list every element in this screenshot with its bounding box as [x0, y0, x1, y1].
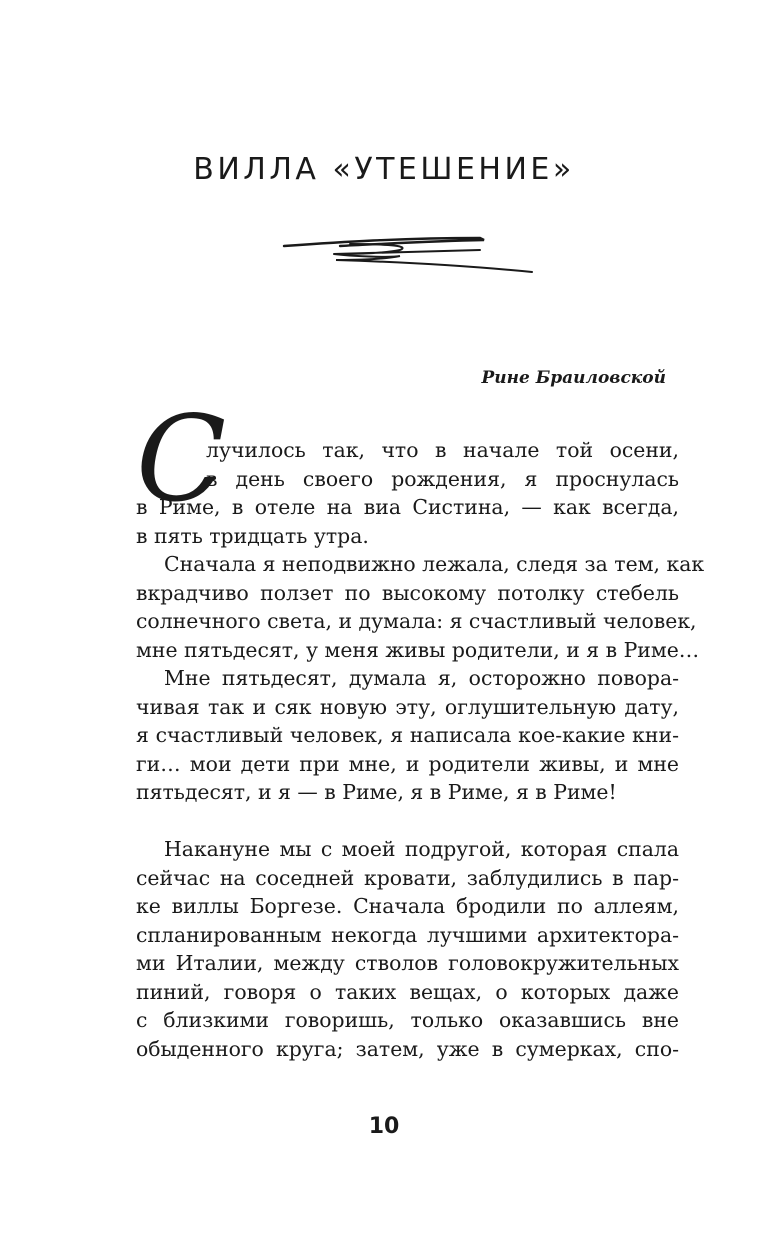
flourish-divider-icon: [280, 232, 540, 280]
text-line: чивая так и сяк новую эту, оглушительную дату,: [136, 694, 679, 719]
text-line: в день своего рождения, я проснулась: [206, 466, 679, 491]
text-line: ги… мои дети при мне, и родители живы, и мне: [136, 751, 679, 776]
paragraph-3: [136, 664, 679, 807]
text-line: вкрадчиво ползет по высокому потолку стебель: [136, 580, 679, 605]
text-line: ке виллы Боргезе. Сначала бродили по аллеям,: [136, 894, 679, 918]
page-number: 10: [368, 1114, 400, 1139]
text-line: пиний, говоря о таких вещах, о которых даже: [136, 979, 679, 1004]
paragraph-1: [136, 436, 679, 550]
drop-cap-glyph: С: [136, 390, 227, 528]
text-line: с близкими говоришь, только оказавшись вне: [136, 1008, 679, 1032]
section-gap: [136, 807, 679, 836]
text-line: Мне пятьдесят, думала я, осторожно повора-: [164, 666, 679, 690]
text-line: ми Италии, между стволов головокружительных: [136, 951, 679, 975]
text-line: мне пятьдесят, у меня живы родители, и я в Риме…: [136, 637, 700, 662]
text-line: обыденного круга; затем, уже в сумерках, спо-: [136, 1036, 679, 1061]
body-text: [136, 436, 705, 1063]
text-line: в пять тридцать утра.: [136, 523, 369, 548]
text-line: я счастливый человек, я написала кое-какие кни-: [136, 723, 679, 747]
paragraph-4: [136, 835, 679, 1063]
text-line: Накануне мы с моей подругой, которая спала: [164, 837, 679, 861]
text-line: в Риме, в отеле на виа Систина, — как всегда,: [136, 495, 679, 519]
text-line: пятьдесят, и я — в Риме, я в Риме, я в Риме!: [136, 780, 617, 804]
paragraph-2: [136, 550, 705, 664]
text-line: лучилось так, что в начале той осени,: [206, 438, 679, 462]
text-line: сейчас на соседней кровати, заблудились в пар-: [136, 865, 679, 890]
dedication: Рине Браиловской: [481, 368, 666, 388]
text-line: Сначала я неподвижно лежала, следя за тем, как: [164, 552, 705, 576]
text-line: солнечного света, и думала: я счастливый человек,: [136, 609, 697, 633]
chapter-title: ВИЛЛА «УТЕШЕНИЕ»: [193, 152, 575, 187]
text-line: спланированным некогда лучшими архитектора-: [136, 922, 679, 947]
